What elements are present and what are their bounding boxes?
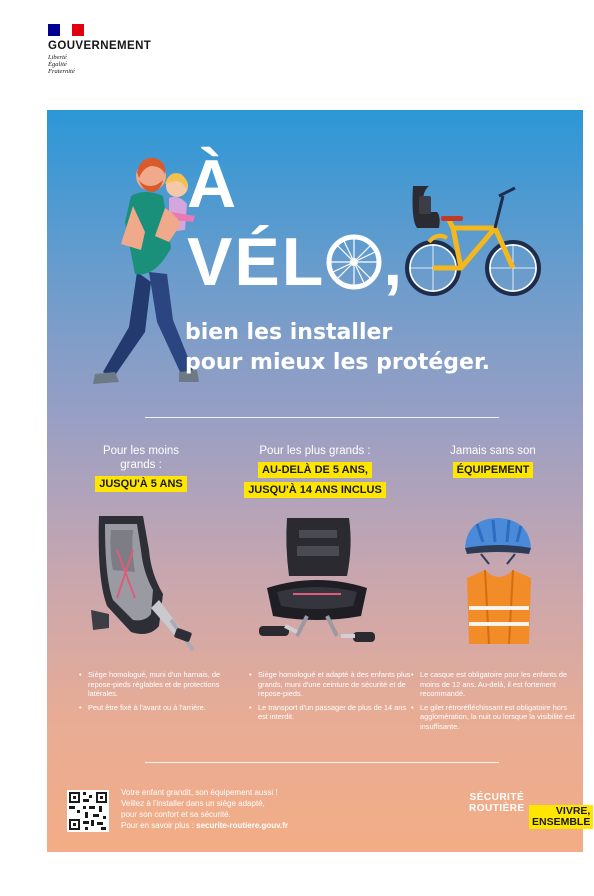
brand-slogan <box>529 805 593 829</box>
column-2-bullets <box>249 670 417 726</box>
column-2-lead: Pour les plus grands : <box>259 445 371 457</box>
column-2-bullet-2: • Le transport d'un passager de plus de 14 ans est interdit. <box>249 703 417 722</box>
divider-top <box>145 417 499 418</box>
column-older-children <box>231 444 399 498</box>
republic-motto <box>48 54 178 75</box>
column-1-lead-2: grands : <box>120 459 162 471</box>
footer-more-prefix: Pour en savoir plus : <box>121 821 197 830</box>
column-1-bullets <box>79 670 247 716</box>
marianne-flag-icon <box>48 24 84 36</box>
footer-message <box>121 787 381 831</box>
column-1-bullet-1: • Siège homologué, muni d'un harnais, de repose-pieds réglables et de protections latérales. <box>79 670 247 699</box>
subtitle-line-2: pour mieux les protéger. <box>185 350 491 375</box>
slogan-line-1: VIVRE, <box>555 805 591 817</box>
column-3-bullet-1: • Le casque est obligatoire pour les enfants de moins de 12 ans. Au-delà, il est fortement recommandé. <box>411 670 579 699</box>
government-name: GOUVERNEMENT <box>48 40 152 52</box>
footer-line-3: pour son confort et sa sécurité. <box>121 810 231 819</box>
poster <box>47 110 591 852</box>
column-2-age-tag-2: JUSQU'À 14 ANS INCLUS <box>244 482 386 498</box>
column-small-children <box>57 444 225 492</box>
helmet-vest-icon <box>459 512 539 652</box>
older-child-seat-icon <box>257 516 377 656</box>
title-velo-text: VÉL <box>187 224 326 300</box>
footer-line-1: Votre enfant grandit, son équipement aussi ! <box>121 788 278 797</box>
column-3-lead: Jamais sans son <box>450 445 536 457</box>
column-3-bullets <box>411 670 579 736</box>
column-3-bullet-2: • Le gilet rétroréfléchissant est obligatoire hors agglomération, la nuit ou lorsque la visibilité est insuffisante. <box>411 703 579 732</box>
motto-egalite: Égalité <box>48 61 67 68</box>
footer-url-link[interactable]: securite-routiere.gouv.fr <box>196 821 289 830</box>
qr-code-icon[interactable] <box>67 790 109 832</box>
column-1-age-tag: JUSQU'À 5 ANS <box>95 476 187 492</box>
column-1-lead-1: Pour les moins <box>102 445 180 457</box>
motto-fraternite: Fraternité <box>48 68 75 75</box>
title-velo <box>187 224 405 300</box>
column-1-bullet-2: • Peut être fixé à l'avant ou à l'arrière. <box>79 703 247 713</box>
securite-routiere-logo <box>469 792 591 828</box>
column-3-tag: ÉQUIPEMENT <box>453 462 534 478</box>
footer-line-2: Veillez à l'installer dans un siège adapté, <box>121 799 265 808</box>
column-2-bullet-1: • Siège homologué et adapté à des enfants plus grands, muni d'une ceinture de sécurité et de repose-pieds. <box>249 670 417 699</box>
gouvernement-logo <box>48 24 178 75</box>
subtitle-line-1: bien les installer <box>185 320 393 345</box>
poster-subtitle <box>185 318 575 378</box>
child-bike-seat-icon <box>87 510 197 660</box>
column-2-age-tag-1: AU-DELÀ DE 5 ANS, <box>258 462 372 478</box>
column-equipment <box>409 444 577 478</box>
brand-line-1: SÉCURITÉ <box>469 792 525 803</box>
slogan-line-2: ENSEMBLE <box>532 816 591 828</box>
title-comma: , <box>383 224 405 300</box>
wheel-o-icon <box>325 233 383 291</box>
brand-line-2: ROUTIÈRE <box>469 803 525 814</box>
title-a: À <box>187 146 238 222</box>
motto-liberte: Liberté <box>48 54 67 61</box>
footer-more-info <box>121 820 381 831</box>
bicycle-illustration <box>403 180 543 300</box>
father-child-illustration <box>85 152 195 392</box>
divider-bottom <box>145 762 499 763</box>
